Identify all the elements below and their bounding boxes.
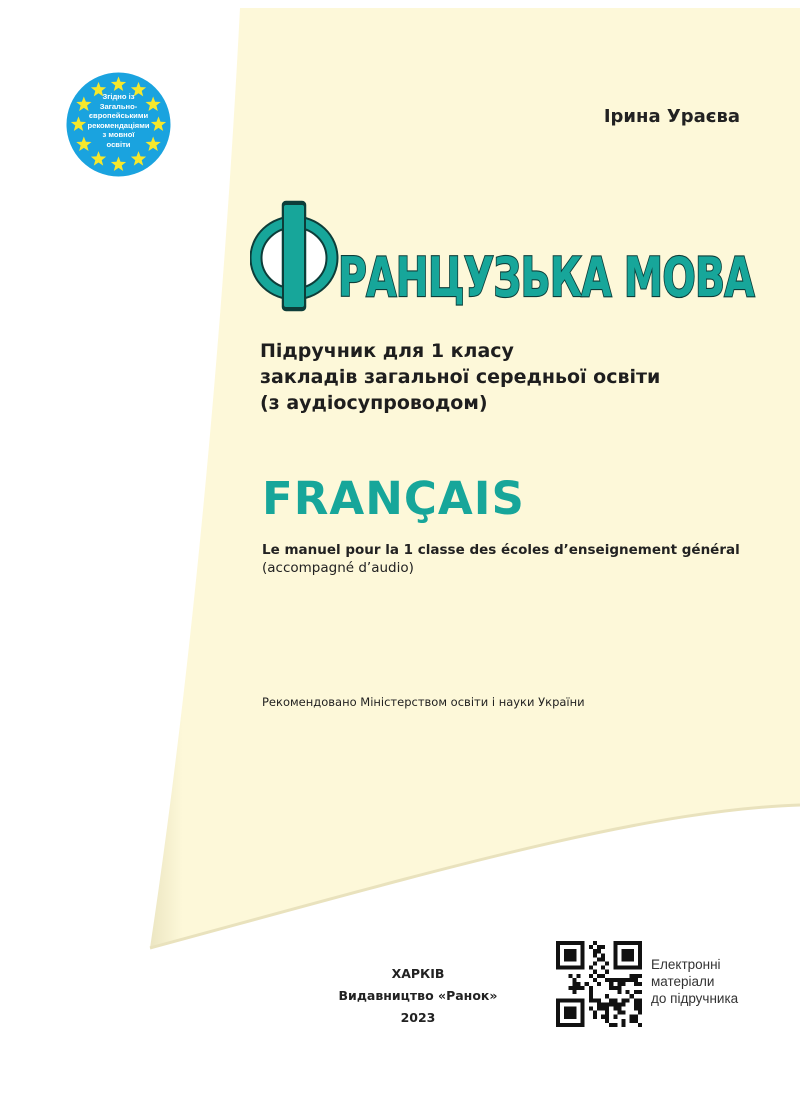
subtitle-ua: [260, 338, 660, 416]
publisher-city: ХАРКІВ: [391, 966, 445, 981]
qr-caption: [651, 956, 738, 1007]
qr-caption-line: матеріали: [651, 974, 715, 989]
badge-text: [66, 92, 171, 150]
badge-line: Загально-: [99, 101, 138, 111]
author-name: Ірина Ураєва: [603, 106, 740, 127]
badge-line: освіти: [106, 139, 131, 149]
title-fr: FRANÇAIS: [262, 472, 525, 525]
recommendation-text: Рекомендовано Міністерством освіти і науки України: [262, 695, 585, 709]
publisher-name: Видавництво «Ранок»: [338, 988, 498, 1003]
badge-line: європейськими: [88, 111, 149, 121]
title-logo: [250, 196, 760, 314]
badge-line: з мовної: [102, 130, 135, 140]
badge-line: рекомендаціями: [87, 120, 150, 130]
subtitle-fr: [262, 541, 740, 577]
qr-caption-line: Електронні: [651, 957, 721, 972]
title-text: РАНЦУЗЬКА МОВА: [338, 246, 755, 309]
qr-caption-line: до підручника: [651, 991, 739, 1006]
subtitle-ua-line: закладів загальної середньої освіти: [260, 366, 661, 388]
publisher-year: 2023: [400, 1010, 436, 1025]
qr-code-icon[interactable]: [556, 938, 642, 1030]
subtitle-ua-line: (з аудіосупроводом): [260, 392, 488, 414]
subtitle-fr-line: (accompagné d’audio): [262, 560, 414, 576]
subtitle-ua-line: Підручник для 1 класу: [260, 340, 514, 362]
publisher-block: [318, 963, 518, 1029]
subtitle-fr-line: Le manuel pour la 1 classe des écoles d’enseignement général: [262, 542, 740, 558]
badge-line: Згідно із: [102, 92, 135, 101]
